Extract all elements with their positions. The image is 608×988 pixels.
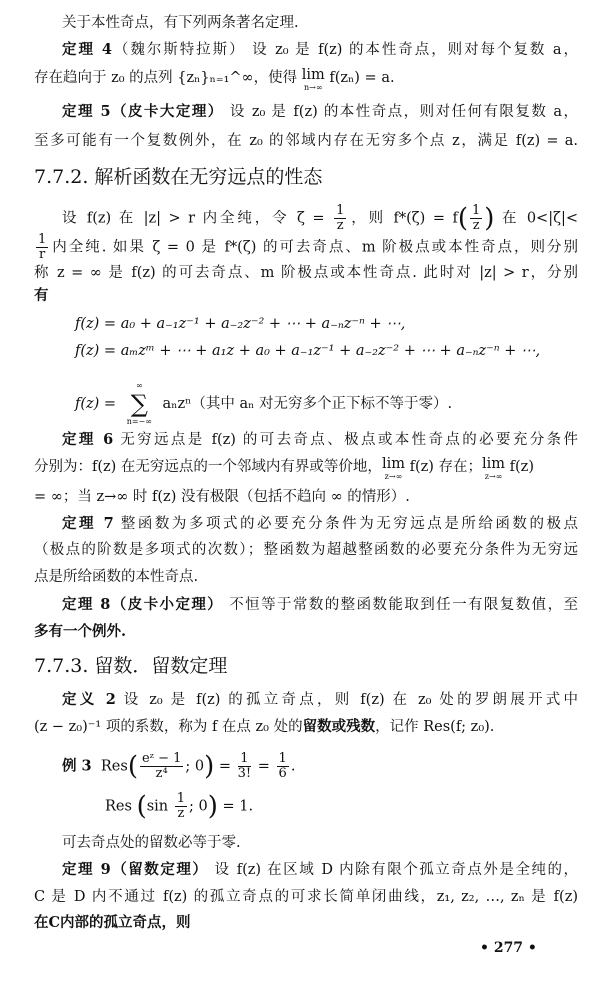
text: 设 f(z) 在 |z| > r 内全纯，令 ζ = xyxy=(62,210,333,227)
text: 在 0<|ζ|< xyxy=(494,210,578,227)
text: f(z) 存在； xyxy=(404,459,483,475)
numerator: 1 xyxy=(38,232,47,247)
denominator: z xyxy=(177,806,185,821)
paragraph-line: 称 z = ∞ 是 f(z) 的可去奇点、m 阶极点或本性奇点. 此时对 |z| > r，分别 xyxy=(34,265,578,281)
denominator: z xyxy=(336,218,344,233)
formula-3 xyxy=(75,380,608,428)
numerator: 1 xyxy=(176,791,186,806)
theorem-label: 定理 8（皮卡小定理） xyxy=(62,596,224,613)
text: 不恒等于常数的整函数能取到任一有限复数值，至 xyxy=(223,597,579,613)
text: 设 z₀ 是 f(z) 的孤立奇点，则 f(z) 在 z₀ 处的罗朗展开式中 xyxy=(115,692,578,708)
theorem-6 xyxy=(62,430,578,450)
definition-label: 定义 2 xyxy=(62,691,116,708)
page-number: • 277 • xyxy=(480,940,537,956)
text: Res xyxy=(105,798,132,815)
theorem-8-cont: 多有一个例外. xyxy=(34,623,127,640)
theorem-4 xyxy=(62,40,578,60)
note-text: 可去奇点处的留数必等于零. xyxy=(62,835,241,851)
theorem-6-cont xyxy=(34,457,578,481)
intro-text: 关于本性奇点，有下列两条著名定理. xyxy=(62,15,299,31)
text: f(z) = xyxy=(75,396,121,412)
numerator: 1 xyxy=(240,751,249,766)
text: ，则 f*(ζ) = f xyxy=(348,210,458,227)
theorem-label: 定理 6 xyxy=(62,431,114,448)
formula-2: f(z) = aₘzᵐ + ⋯ + a₁z + a₀ + a₋₁z⁻¹ + a₋₂z⁻² + ⋯ + a₋ₙz⁻ⁿ + ⋯, xyxy=(75,343,541,359)
paragraph-line xyxy=(34,233,578,262)
definition-2 xyxy=(62,690,578,710)
text: 无穷远点是 f(z) 的可去奇点、极点或本性奇点的必要充分条件 xyxy=(113,432,578,448)
numerator: 1 xyxy=(336,203,345,218)
denominator: 6 xyxy=(278,766,287,781)
fraction xyxy=(175,792,187,821)
text: ，记作 Res(f; z₀). xyxy=(375,719,495,735)
limit xyxy=(302,68,325,92)
lim-sub: z→∞ xyxy=(384,472,403,481)
text: = 1. xyxy=(217,798,254,815)
text: = xyxy=(214,758,236,775)
theorem-5-cont: 至多可能有一个复数例外，在 z₀ 的邻域内存在无穷多个点 z，满足 f(z) = a. xyxy=(34,133,578,149)
lim: lim xyxy=(301,67,325,83)
lim-sub: n→∞ xyxy=(303,83,323,92)
sum-lower: n=−∞ xyxy=(126,417,152,426)
denominator: r xyxy=(39,247,46,262)
denominator: z⁴ xyxy=(155,766,168,781)
formula-1: f(z) = a₀ + a₋₁z⁻¹ + a₋₂z⁻² + ⋯ + a₋ₙz⁻ⁿ + ⋯, xyxy=(75,316,406,332)
text: 内全纯. 如果 ζ = 0 是 f*(ζ) 的可去奇点、m 阶极点或本性奇点，则分别 xyxy=(50,239,578,256)
text: ; 0 xyxy=(185,758,205,775)
text: Res xyxy=(100,758,128,775)
example-3: 例 3 Res( $\frac{\text{eᶻ − 1}}{\text{z⁴}}$ ; 0) = $\frac{1}{3!}$ = $\frac{1}{6}$ . xyxy=(62,751,296,782)
sum-symbol: ∑ xyxy=(130,390,148,418)
theorem-4-cont xyxy=(34,68,578,92)
theorem-9-cont: C 是 D 内不通过 f(z) 的孤立奇点的可求长简单闭曲线，z₁, z₂, …, zₙ 是 f(z) xyxy=(34,889,578,905)
text: aₙzⁿ（其中 aₙ 对无穷多个正下标不等于零）. xyxy=(157,396,453,412)
lim: lim xyxy=(482,456,506,472)
theorem-7 xyxy=(62,514,578,534)
text: = xyxy=(253,758,275,775)
numerator: 1 xyxy=(278,751,287,766)
paragraph-line: 设 f(z) 在 |z| > r 内全纯，令 ζ = $\frac{1}{z}$ ，则 f*(ζ) = f( $\frac{1}{z}$ ) 在 0<|ζ|< xyxy=(62,203,578,234)
fraction xyxy=(238,752,252,781)
text: 整函数为多项式的必要充分条件为无穷远点是所给函数的极点 xyxy=(113,516,579,532)
theorem-label: 定理 5（皮卡大定理） xyxy=(62,103,224,120)
text: f(zₙ) = a. xyxy=(324,70,395,86)
lim-sub: z→∞ xyxy=(484,472,503,481)
theorem-label: 定理 7 xyxy=(62,515,114,532)
sum-upper: ∞ xyxy=(135,381,143,390)
text: 分别为：f(z) 在无穷远点的一个邻域内有界或等价地， xyxy=(34,459,382,475)
fraction xyxy=(334,204,346,233)
text: （魏尔斯特拉斯） 设 z₀ 是 f(z) 的本性奇点，则对每个复数 a， xyxy=(111,42,578,58)
fraction xyxy=(36,233,48,262)
example-3-line-2: Res (sin $\frac{1}{z}$ ; 0) = 1. xyxy=(105,791,254,822)
paragraph-line: 有 xyxy=(34,287,49,304)
theorem-8 xyxy=(62,595,578,615)
definition-2-cont xyxy=(34,717,578,737)
theorem-label: 定理 4 xyxy=(62,41,112,58)
theorem-7-cont: 点是所给函数的本性奇点. xyxy=(34,569,199,585)
theorem-9 xyxy=(62,860,578,880)
theorem-6-cont: = ∞；当 z→∞ 时 f(z) 没有极限（包括不趋向 ∞ 的情形）. xyxy=(34,489,410,505)
theorem-5 xyxy=(62,102,578,122)
limit xyxy=(382,457,405,481)
theorem-9-cont: 在C内部的孤立奇点，则 xyxy=(34,914,191,931)
denominator: 3! xyxy=(237,766,252,781)
denominator: z xyxy=(472,218,480,233)
numerator: 1 xyxy=(472,203,481,218)
fraction xyxy=(470,204,482,233)
text: f(z) xyxy=(505,459,534,475)
fraction xyxy=(140,752,183,781)
text: ; 0 xyxy=(189,798,208,815)
text: 存在趋向于 z₀ 的点列 {zₙ}ₙ₌₁^∞，使得 xyxy=(34,70,302,86)
text: sin xyxy=(146,798,173,815)
section-heading-7-7-2: 7.7.2. 解析函数在无穷远点的性态 xyxy=(34,166,323,188)
theorem-label: 定理 9（留数定理） xyxy=(62,861,209,878)
text: (z − z₀)⁻¹ 项的系数，称为 f 在点 z₀ 处的 xyxy=(34,719,303,735)
theorem-7-cont: （极点的阶数是多项式的次数）；整函数为超越整函数的必要充分条件为无穷远 xyxy=(34,542,578,558)
bold-term: 留数或残数 xyxy=(302,718,376,735)
summation xyxy=(127,380,152,428)
limit xyxy=(482,457,505,481)
text: 设 f(z) 在区域 D 内除有限个孤立奇点外是全纯的， xyxy=(208,862,578,878)
fraction xyxy=(277,752,289,781)
section-heading-7-7-3: 7.7.3. 留数．留数定理 xyxy=(34,655,228,677)
numerator: eᶻ − 1 xyxy=(141,751,182,766)
lim: lim xyxy=(381,456,405,472)
text: . xyxy=(290,758,296,775)
text: 设 z₀ 是 f(z) 的本性奇点，则对任何有限复数 a， xyxy=(223,104,578,120)
example-label: 例 3 xyxy=(62,757,92,775)
